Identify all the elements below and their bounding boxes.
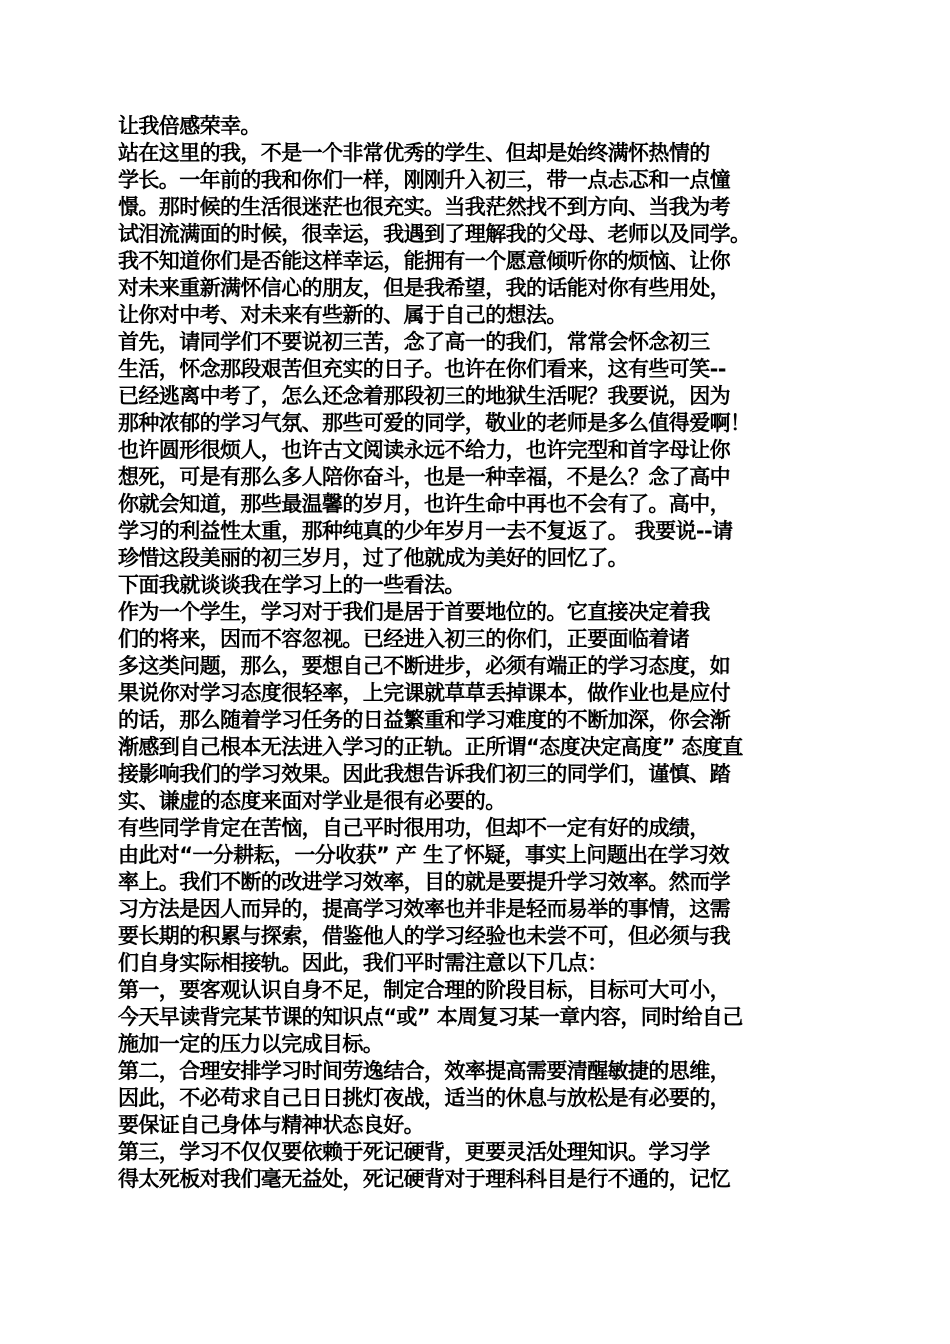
text-line: 因此，不必苟求自己日日挑灯夜战，适当的休息与放松是有必要的， [118,1086,730,1110]
text-line: 实、谦虚的态度来面对学业是很有必要的。 [118,789,506,813]
text-line: 试泪流满面的时候，很幸运，我遇到了理解我的父母、老师以及同学。 [118,222,751,246]
text-line: 下面我就谈谈我在学习上的一些看法。 [118,573,465,597]
text-line: 接影响我们的学习效果。因此我想告诉我们初三的同学们，谨慎、踏 [118,762,730,786]
text-line: 多这类问题，那么，要想自己不断进步，必须有端正的学习态度，如 [118,654,730,678]
text-line: 施加一定的压力以完成目标。 [118,1032,384,1056]
text-line: 让你对中考、对未来有些新的、属于自己的想法。 [118,303,567,327]
text-line: 有些同学肯定在苦恼，自己平时很用功，但却不一定有好的成绩， [118,816,710,840]
document-page [118,113,838,1193]
text-line: 学习的利益性太重，那种纯真的少年岁月一去不复返了。 我要说--请 [118,519,733,543]
text-line: 作为一个学生，学习对于我们是居于首要地位的。它直接决定着我 [118,600,710,624]
text-line: 你就会知道，那些最温馨的岁月，也许生命中再也不会有了。高中， [118,492,730,516]
text-line: 我不知道你们是否能这样幸运，能拥有一个愿意倾听你的烦恼、让你 [118,249,730,273]
text-line: 果说你对学习态度很轻率，上完课就草草丢掉课本，做作业也是应付 [118,681,730,705]
text-line: 生活，怀念那段艰苦但充实的日子。也许在你们看来，这有些可笑-- [118,357,726,381]
text-line: 学长。一年前的我和你们一样，刚刚升入初三，带一点忐忑和一点憧 [118,168,730,192]
text-line: 首先，请同学们不要说初三苦，念了高一的我们，常常会怀念初三 [118,330,710,354]
text-line: 也许圆形很烦人，也许古文阅读永远不给力，也许完型和首字母让你 [118,438,730,462]
text-line: 那种浓郁的学习气氛、那些可爱的同学，敬业的老师是多么值得爱啊！ [118,411,751,435]
text-line: 们的将来，因而不容忽视。已经进入初三的你们，正要面临着诸 [118,627,690,651]
text-line: 们自身实际相接轨。因此，我们平时需注意以下几点： [118,951,608,975]
text-line: 由此对“一分耕耘，一分收获” 产 生了怀疑，事实上问题出在学习效 [118,843,730,867]
text-line: 想死，可是有那么多人陪你奋斗，也是一种幸福，不是么？念了高中 [118,465,730,489]
text-line: 让我倍感荣幸。 [118,114,261,138]
text-line: 渐感到自己根本无法进入学习的正轨。正所谓“态度决定高度” 态度直 [118,735,743,759]
text-line: 已经逃离中考了，怎么还念着那段初三的地狱生活呢？我要说，因为 [118,384,730,408]
text-line: 率上。我们不断的改进学习效率，目的就是要提升学习效率。然而学 [118,870,730,894]
text-line: 对未来重新满怀信心的朋友，但是我希望，我的话能对你有些用处， [118,276,730,300]
text-line: 要保证自己身体与精神状态良好。 [118,1113,424,1137]
text-line: 习方法是因人而异的，提高学习效率也并非是轻而易举的事情，这需 [118,897,730,921]
text-line: 第一，要客观认识自身不足，制定合理的阶段目标，目标可大可小， [118,978,730,1002]
text-line: 第三，学习不仅仅要依赖于死记硬背，更要灵活处理知识。学习学 [118,1140,710,1164]
text-line: 的话，那么随着学习任务的日益繁重和学习难度的不断加深，你会渐 [118,708,730,732]
text-line: 要长期的积累与探索，借鉴他人的学习经验也未尝不可，但必须与我 [118,924,730,948]
text-line: 憬。那时候的生活很迷茫也很充实。当我茫然找不到方向、当我为考 [118,195,730,219]
text-line: 第二，合理安排学习时间劳逸结合，效率提高需要清醒敏捷的思维， [118,1059,730,1083]
text-line: 站在这里的我，不是一个非常优秀的学生、但却是始终满怀热情的 [118,141,710,165]
text-line: 今天早读背完某节课的知识点“或” 本周复习某一章内容，同时给自己 [118,1005,743,1029]
text-line: 珍惜这段美丽的初三岁月，过了他就成为美好的回忆了。 [118,546,628,570]
text-line: 得太死板对我们毫无益处，死记硬背对于理科科目是行不通的，记忆 [118,1167,730,1191]
